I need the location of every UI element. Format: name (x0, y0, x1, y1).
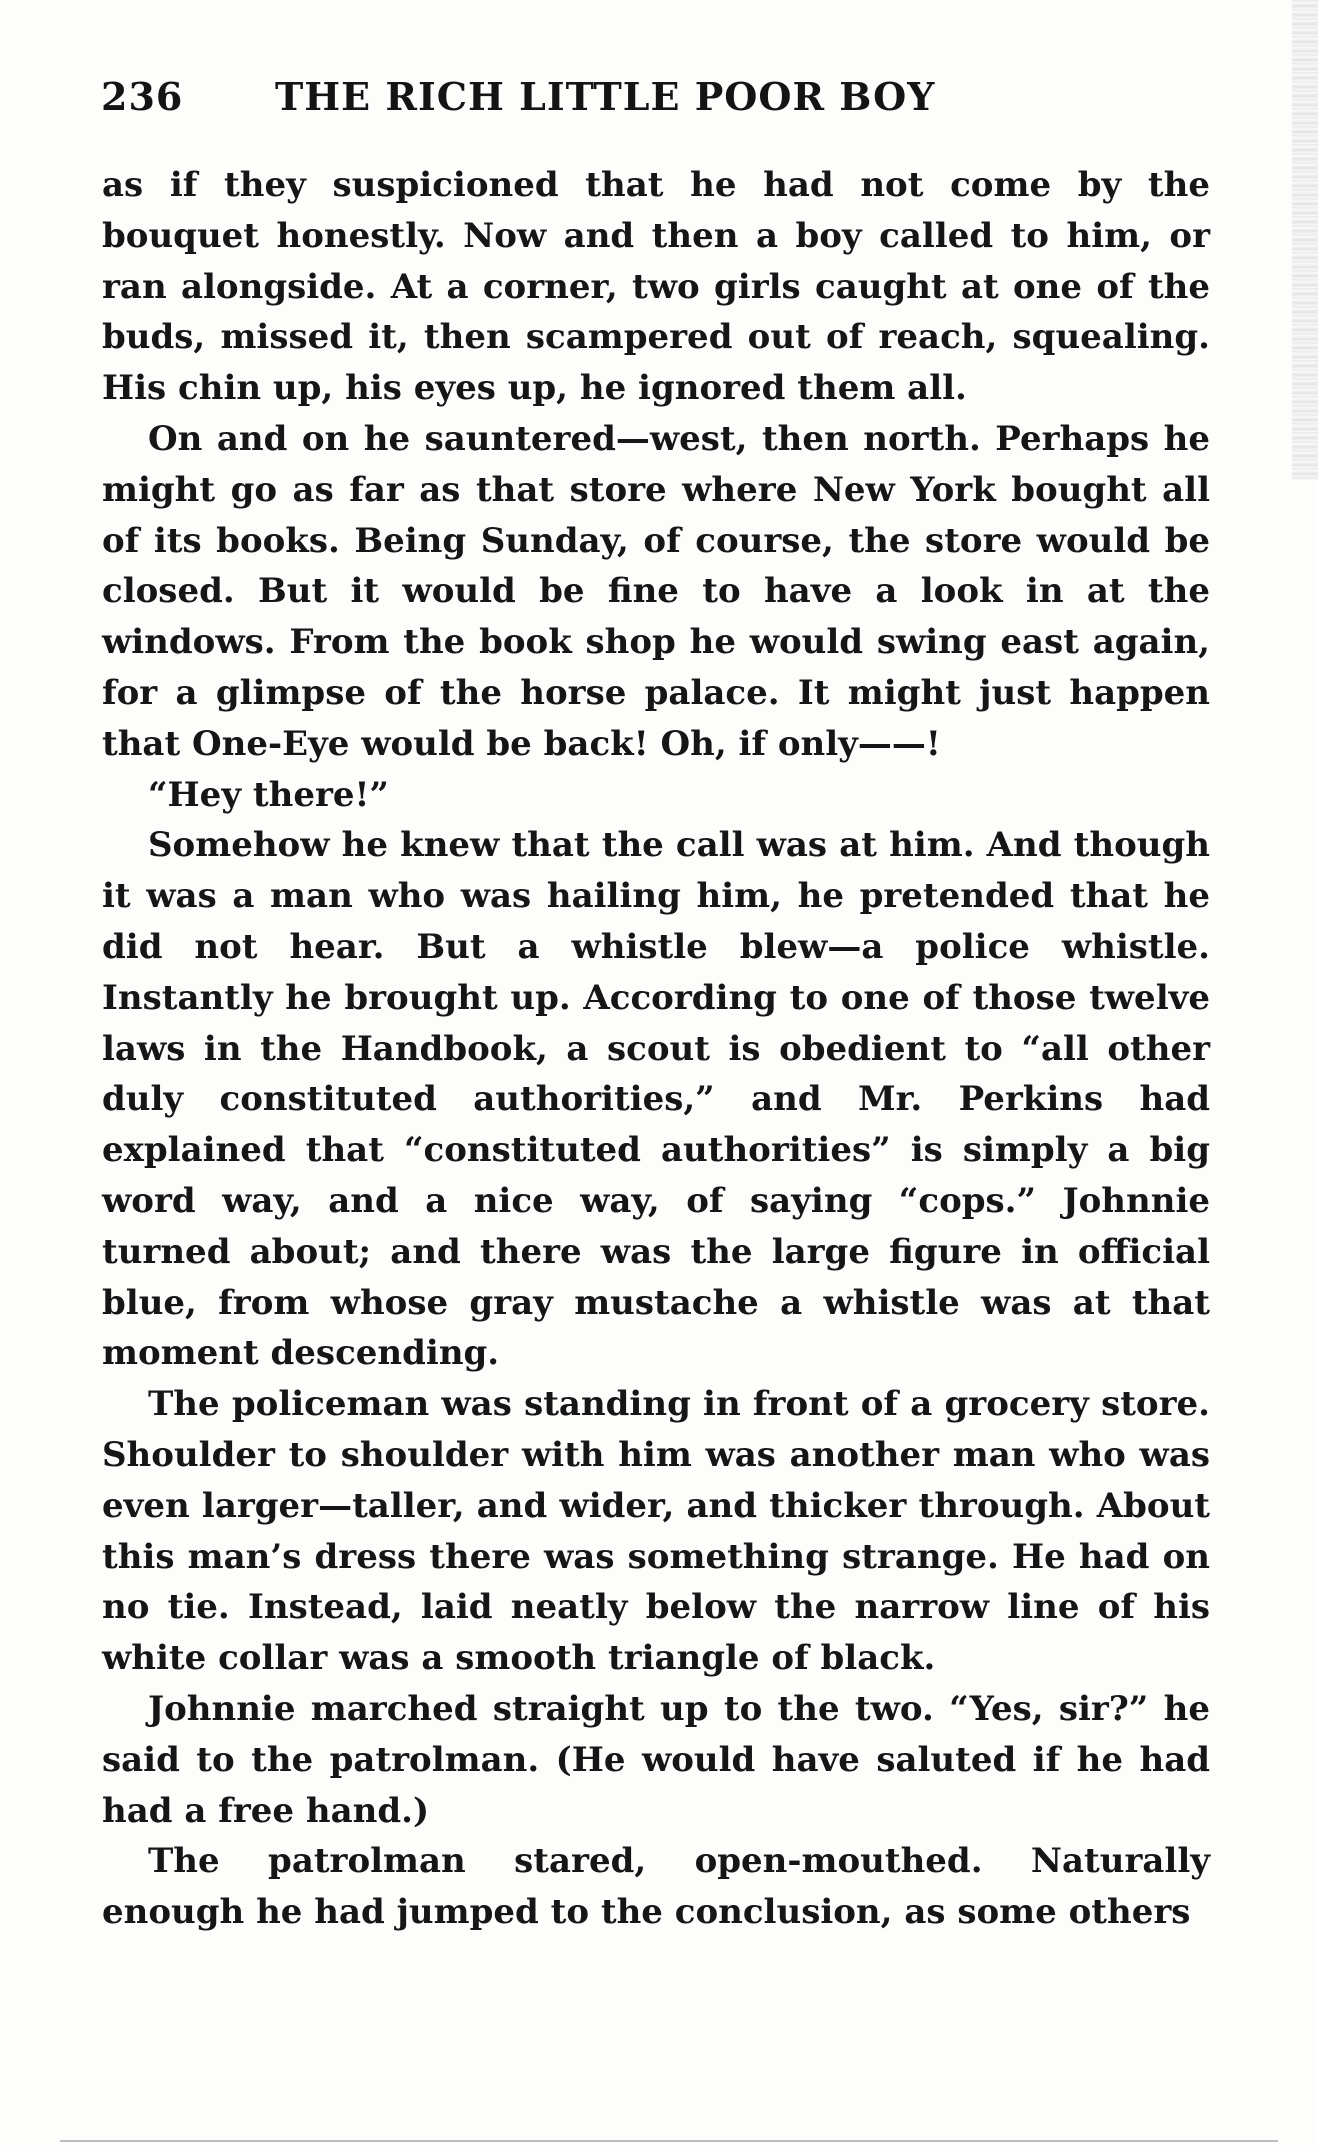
running-title: THE RICH LITTLE POOR BOY (275, 74, 936, 119)
paragraph: Somehow he knew that the call was at him. And though it was a man who was hailing him, he pretended that he did not hear. But a whistle blew—a police whistle. Instantly he brought up. According to one of those twelve laws in the Handbook, a scout is obedient to “all other duly constituted authorities,” and Mr. Perkins had explained that “constituted authorities” is simply a big word way, and a nice way, of saying “cops.” Johnnie turned about; and there was the large figure in official blue, from whose gray mustache a whistle was at that moment descending. (102, 825, 1210, 1374)
paragraph: Johnnie marched straight up to the two. “Yes, sir?” he said to the patrolman. (He would have saluted if he had had a free hand.) (102, 1688, 1210, 1831)
paragraph-dialogue: “Hey there!” (148, 774, 389, 815)
paragraph: On and on he sauntered—west, then north. Perhaps he might go as far as that store where New York bought all of its books. Being Sunday, of course, the store would be closed. But it would be fine to have a look in at the windows. From the book shop he would swing east again, for a glimpse of the horse palace. It might just happen that One-Eye would be back! Oh, if only——! (102, 418, 1210, 764)
paragraph-continued: as if they suspicioned that he had not come by the bouquet honestly. Now and then a boy called to him, or ran alongside. At a corner, two girls caught at one of the buds, missed it, then scampered out of reach, squealing. His chin up, his eyes up, he ignored them all. (102, 165, 1210, 409)
page-number: 236 (101, 74, 184, 119)
page-edge-scan-noise (1292, 0, 1318, 480)
paragraph: The policeman was standing in front of a grocery store. Shoulder to shoulder with him was another man who was even larger—taller, and wider, and thicker through. About this man’s dress there was something strange. He had on no tie. Instead, laid neatly below the narrow line of his white collar was a smooth triangle of black. (102, 1384, 1210, 1679)
paragraph: The patrolman stared, open-mouthed. Naturally enough he had jumped to the conclusion, as some others (102, 1841, 1210, 1933)
body-text (102, 160, 1210, 1938)
page-header (101, 74, 1211, 134)
bottom-edge-line (60, 2140, 1278, 2142)
